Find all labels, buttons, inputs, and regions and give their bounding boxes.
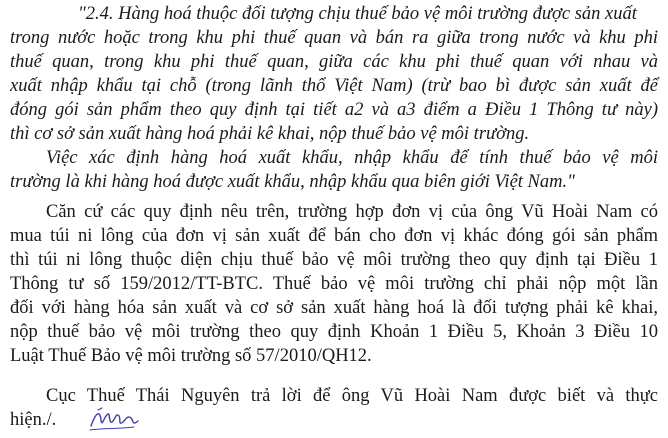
- quote-line-5: đóng gói sản phẩm theo quy định tại tiết a2 và a3 điểm a Điều 1 Thông tư này): [10, 100, 658, 120]
- body-line-7: Luật Thuế Bảo vệ môi trường số 57/2010/QH12.: [10, 346, 372, 366]
- closing-line-1: Cục Thuế Thái Nguyên trả lời để ông Vũ Hoài Nam được biết và thực: [46, 386, 658, 406]
- body-line-6: nộp thuế bảo vệ môi trường theo quy định Khoản 1 Điều 5, Khoản 3 Điều 10: [10, 322, 658, 342]
- quote-line-2: trong nước hoặc trong khu phi thuế quan và bán ra giữa trong nước và khu phi: [10, 28, 658, 48]
- body-line-3: thì túi ni lông thuộc diện chịu thuế bảo vệ môi trường theo quy định tại Điều 1: [10, 250, 658, 270]
- body-line-1: Căn cứ các quy định nêu trên, trường hợp đơn vị của ông Vũ Hoài Nam có: [46, 202, 658, 222]
- quote-line-3: thuế quan, trong khu phi thuế quan, giữa các khu phi thuế quan với nhau và: [10, 52, 658, 72]
- quote-line-8: trường là khi hàng hoá được xuất khẩu, nhập khẩu qua biên giới Việt Nam.": [10, 172, 575, 192]
- quote-line-1: "2.4. Hàng hoá thuộc đối tượng chịu thuế bảo vệ môi trường được sản xuất: [78, 4, 637, 24]
- body-line-4: Thông tư số 159/2012/TT-BTC. Thuế bảo vệ môi trường chỉ phải nộp một lần: [10, 274, 658, 294]
- quote-line-6: thì cơ sở sản xuất hàng hoá phải kê khai, nộp thuế bảo vệ môi trường.: [10, 124, 530, 144]
- closing-line-2: hiện./.: [10, 410, 57, 430]
- body-line-2: mua túi ni lông của đơn vị sản xuất để bán cho đơn vị khác đóng gói sản phẩm: [10, 226, 658, 246]
- handwritten-initials-icon: [88, 406, 144, 434]
- quote-line-4: xuất nhập khẩu tại chỗ (trong lãnh thổ Việt Nam) (trừ bao bì được sản xuất để: [10, 76, 658, 96]
- body-line-5: đối với hàng hóa sản xuất và cơ sở sản xuất hàng hoá là đối tượng phải kê khai,: [10, 298, 658, 318]
- quote-line-7: Việc xác định hàng hoá xuất khẩu, nhập khẩu để tính thuế bảo vệ môi: [46, 148, 658, 168]
